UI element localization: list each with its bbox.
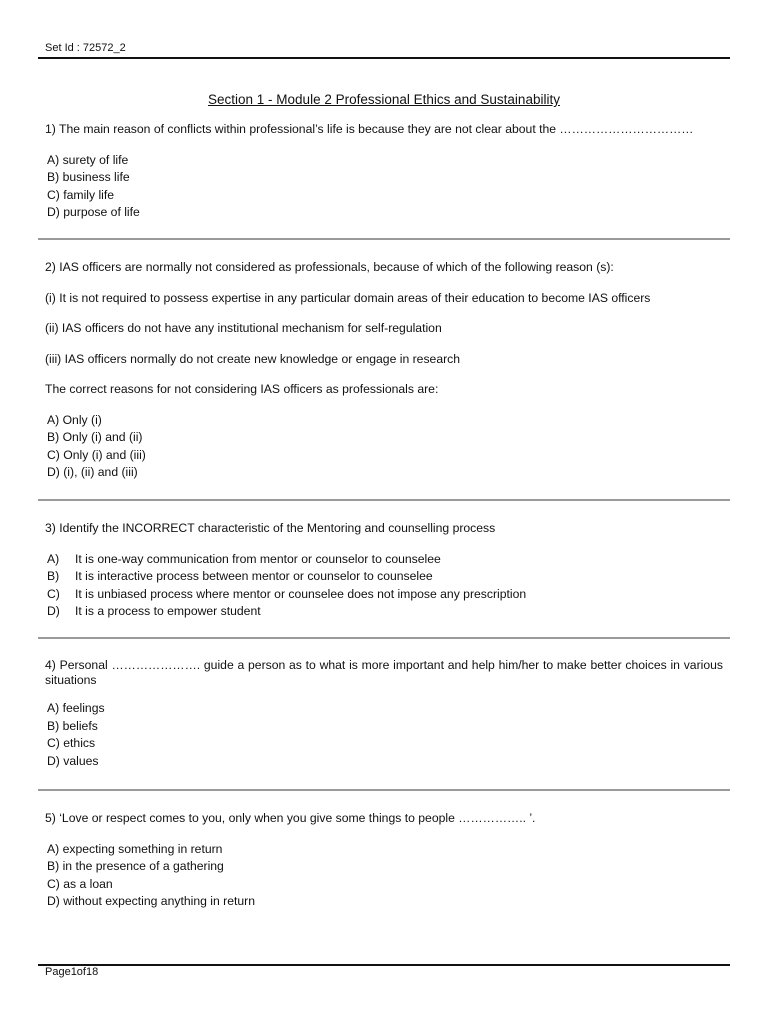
question-divider <box>38 499 730 501</box>
option-c: C) ethics <box>47 736 96 750</box>
option-a: A) Only (i) <box>47 412 102 427</box>
question-2-options <box>45 412 723 482</box>
option-d: D) without expecting anything in return <box>47 894 255 908</box>
question-5-text: 5) ‘Love or respect comes to you, only when you give some things to people …………….. ’. <box>45 811 536 825</box>
option-b: B) Only (i) and (ii) <box>47 430 143 444</box>
question-1-options <box>45 152 723 222</box>
option-label: C) <box>47 586 60 601</box>
option-c: C) Only (i) and (iii) <box>47 447 146 462</box>
option-a: A) feelings <box>47 701 105 715</box>
option-label: B) <box>47 569 60 583</box>
question-5-options <box>45 841 723 911</box>
option-d: D) purpose of life <box>47 205 140 219</box>
option-a: A) expecting something in return <box>47 841 223 856</box>
question-4-text: 4) Personal …………………. guide a person as to what is more important and help him/her to make better choices in various situations <box>45 658 723 687</box>
option-b <box>45 568 723 586</box>
question-2 <box>45 259 723 482</box>
question-1 <box>45 121 723 222</box>
statement-ii: (ii) IAS officers do not have any institutional mechanism for self-regulation <box>45 321 442 335</box>
question-2-prompt: The correct reasons for not considering IAS officers as professionals are: <box>45 382 439 396</box>
question-3 <box>45 520 723 621</box>
question-4-options <box>45 700 723 770</box>
option-c: C) family life <box>47 187 115 202</box>
question-3-options <box>45 551 723 621</box>
statement-i: (i) It is not required to possess expertise in any particular domain areas of their education to become IAS officers <box>45 290 651 305</box>
section-title: Section 1 - Module 2 Professional Ethics and Sustainability <box>208 92 560 107</box>
option-b: B) beliefs <box>47 718 98 733</box>
question-divider <box>38 238 730 240</box>
option-text: It is one-way communication from mentor or counselor to counselee <box>75 551 441 566</box>
option-label: A) <box>47 551 60 566</box>
option-b: B) in the presence of a gathering <box>47 859 224 873</box>
option-text: It is unbiased process where mentor or counselee does not impose any prescription <box>75 586 527 601</box>
option-text: It is interactive process between mentor or counselor to counselee <box>75 569 433 583</box>
option-d: D) values <box>47 753 99 768</box>
option-d: D) (i), (ii) and (iii) <box>47 465 138 479</box>
option-label: D) <box>47 604 60 618</box>
option-a <box>45 551 723 569</box>
option-b: B) business life <box>47 170 130 184</box>
option-c: C) as a loan <box>47 876 113 891</box>
question-3-text: 3) Identify the INCORRECT characteristic of the Mentoring and counselling process <box>45 521 496 535</box>
option-a: A) surety of life <box>47 152 129 167</box>
header-rule <box>38 57 730 59</box>
option-text: It is a process to empower student <box>75 604 261 618</box>
set-id: Set Id : 72572_2 <box>45 42 126 54</box>
question-5 <box>45 810 723 911</box>
option-d <box>45 603 723 621</box>
question-1-text: 1) The main reason of conflicts within professional’s life is because they are not clear about the …………………………… <box>45 122 694 136</box>
question-divider <box>38 637 730 639</box>
question-2-text: 2) IAS officers are normally not considered as professionals, because of which of the following reason (s): <box>45 260 614 274</box>
question-4 <box>45 658 723 770</box>
footer-rule <box>38 964 730 966</box>
option-c <box>45 586 723 604</box>
question-divider <box>38 789 730 791</box>
statement-iii: (iii) IAS officers normally do not create new knowledge or engage in research <box>45 351 461 366</box>
page-number: Page1of18 <box>45 966 99 978</box>
